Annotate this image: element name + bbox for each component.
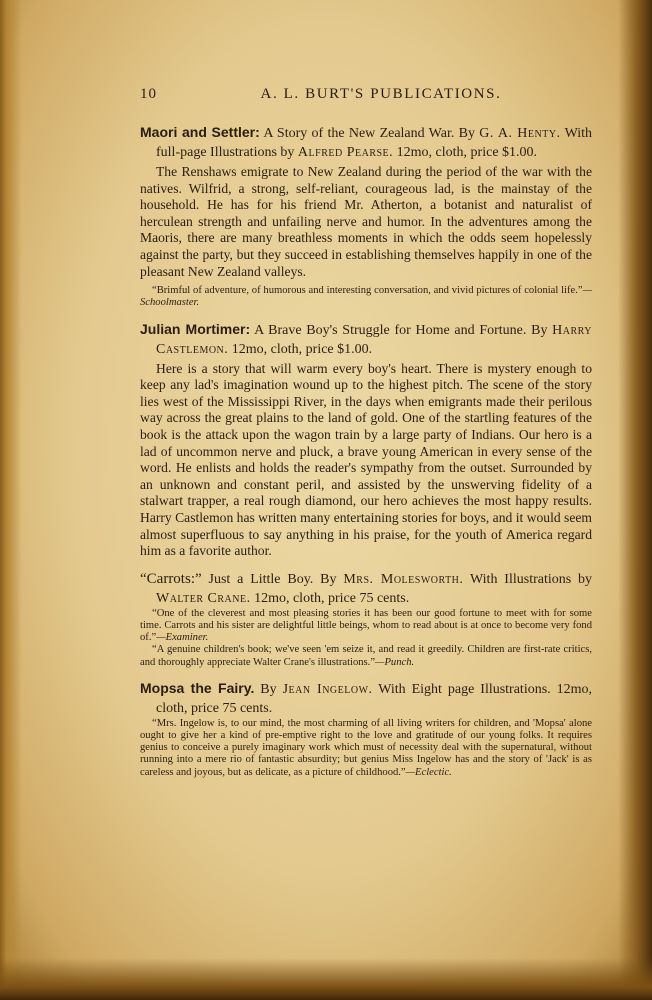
book-price: 12mo, cloth, price 75 cents.	[156, 681, 593, 716]
book-description: Here is a story that will warm every boy's heart. There is mystery enough to keep any lad's imagination wound up to the highest pitch. The scene of the story lies west of the Mississippi River, in the days when emigrants made their perilous way across the great plains to the land of gold. One of the startling features of the book is the attack upon the wagon train by a large party of Indians. Our hero is a lad of uncommon nerve and pluck, a brave young American in every sense of the word. He enlists and holds the reader's sympathy from the outset. Surrounded by an unknown and constant peril, and assisted by the unswerving fidelity of a stalwart trapper, a real rough diamond, our hero achieves the most happy results. Harry Castlemon has written many entertaining stories for boys, and it would seem almost superfluous to say anything in his praise, for the youth of America regard him as a favorite author.	[140, 360, 592, 559]
book-review	[140, 608, 592, 645]
book-price: 12mo, cloth, price $1.00.	[396, 145, 538, 160]
book-author: Harry Castlemon.	[156, 322, 593, 357]
review-text: “Brimful of adventure, of humorous and interesting conversation, and vivid pictures of colonial life.”	[152, 285, 583, 297]
entry-heading	[140, 570, 592, 608]
book-details: With Eight page Illustrations.	[378, 681, 551, 697]
review-text: “One of the cleverest and most pleasing stories it has been our good fortune to meet with for some time. Carrots and his sister are delightful little beings, whom to read about is at once to become very fond of.”	[140, 607, 592, 644]
book-description: The Renshaws emigrate to New Zealand during the period of the war with the natives. Wilfrid, a strong, self-reliant, courageous lad, is the mainstay of the household. He has for his friend Mr. Atherton, a botanist and naturalist of herculean strength and unfailing nerve and humor. In the adventures among the Maoris, there are many breathless moments in which the odds seem hopelessly against the party, but they succeed in establishing themselves happily in one of the pleasant New Zealand valleys.	[140, 164, 592, 279]
book-review	[140, 718, 592, 779]
book-subtitle: Just a Little Boy. By	[208, 571, 337, 587]
review-text: “A genuine children's book; we've seen 'em seize it, and read it greedily. Children are first-rate critics, and thoroughly appreciate Walter Crane's illustrations.”	[140, 644, 592, 668]
book-title: Maori and Settler:	[140, 124, 260, 140]
book-title: Mopsa the Fairy.	[140, 679, 255, 696]
book-author: G. A. Henty.	[479, 126, 561, 141]
book-price: 12mo, cloth, price $1.00.	[231, 341, 373, 357]
catalog-entry-julian-mortimer	[140, 320, 592, 560]
page-edge-shadow-right	[618, 0, 652, 1000]
page-edge-shadow-left	[0, 0, 22, 1000]
running-header	[140, 86, 592, 103]
review-source: —Examiner.	[156, 632, 209, 644]
review-text: “Mrs. Ingelow is, to our mind, the most charming of all living writers for children, and 'Mopsa' alone ought to give her a kind of pre-emptive right to the love and gratitude of our young folks. It requires genius to conceive a purely imaginary work which must of necessity deal with the supernatural, without running into a mere rio of fantastic absurdity; but genius Miss Ingelow has and the story of 'Jack' is as careless and joyous, but as delicate, as a picture of childhood.”	[140, 717, 592, 778]
entry-heading	[140, 320, 592, 359]
book-title: “Carrots:”	[140, 570, 202, 587]
book-subtitle: A Brave Boy's Struggle for Home and Fortune.	[254, 322, 527, 338]
page-edge-shadow-bottom	[0, 958, 652, 1000]
catalog-entry-carrots	[140, 570, 592, 669]
book-review	[140, 644, 592, 668]
catalog-entry-maori-and-settler	[140, 123, 592, 310]
book-title: Julian Mortimer:	[140, 320, 251, 337]
page-number: 10	[140, 86, 157, 102]
book-details: With Illustrations by	[470, 571, 593, 587]
book-subtitle: A Story of the New Zealand War. By	[263, 126, 475, 141]
book-details: With full-page Illustrations by	[156, 126, 593, 160]
entry-heading	[140, 679, 592, 718]
book-illustrator: Alfred Pearse.	[297, 145, 394, 160]
book-price: 12mo, cloth, price 75 cents.	[254, 590, 410, 606]
book-author: Jean Ingelow.	[282, 681, 373, 697]
review-source: —Eclectic.	[405, 766, 452, 778]
review-source: —Schoolmaster.	[140, 285, 592, 309]
book-review	[140, 285, 592, 309]
review-source: —Punch.	[375, 656, 415, 668]
running-title: A. L. BURT'S PUBLICATIONS.	[260, 86, 502, 102]
catalog-entry-mopsa-the-fairy	[140, 679, 592, 779]
entry-heading	[140, 123, 592, 162]
book-illustrator: Walter Crane.	[156, 590, 251, 606]
page-content	[140, 86, 592, 789]
book-subtitle: By	[260, 681, 277, 697]
author-prefix: By	[531, 322, 548, 338]
book-author: Mrs. Molesworth.	[343, 571, 464, 587]
